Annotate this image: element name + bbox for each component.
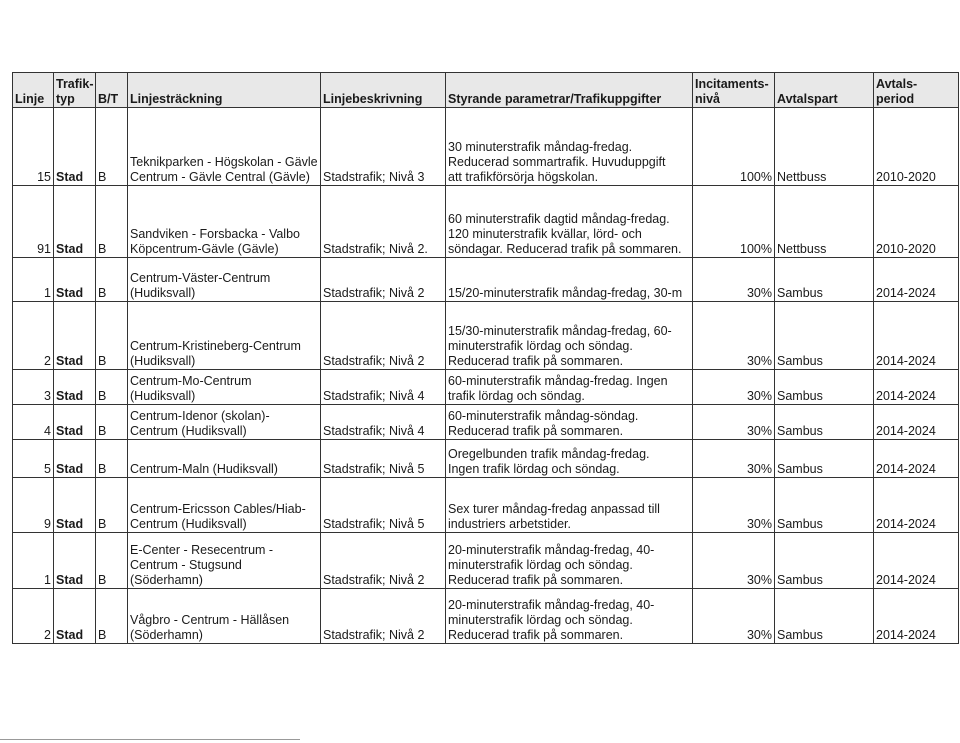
cell-linjestrackning: Centrum-Kristineberg-Centrum (Hudiksvall): [128, 302, 321, 370]
table-row: [13, 302, 959, 370]
cell-linje: 3: [13, 370, 54, 405]
cell-bt: B: [96, 405, 128, 440]
cell-parametrar: 15/30-minuterstrafik måndag-fredag, 60- minuterstrafik lördag och söndag. Reducerad trafik på sommaren.: [446, 302, 693, 370]
cell-parametrar: 60 minuterstrafik dagtid måndag-fredag. 120 minuterstrafik kvällar, lörd- och söndagar. Reducerad trafik på sommaren.: [446, 186, 693, 258]
cell-linje: 5: [13, 440, 54, 478]
cell-linjebeskrivning: Stadstrafik; Nivå 2: [321, 302, 446, 370]
cell-linje: 2: [13, 589, 54, 644]
cell-linje: 4: [13, 405, 54, 440]
cell-linjestrackning: Centrum-Ericsson Cables/Hiab- Centrum (Hudiksvall): [128, 478, 321, 533]
cell-linjebeskrivning: Stadstrafik; Nivå 3: [321, 108, 446, 186]
cell-bt: B: [96, 108, 128, 186]
table-body: [13, 108, 959, 644]
cell-avtalsperiod: 2014-2024: [874, 440, 959, 478]
cell-bt: B: [96, 302, 128, 370]
cell-linje: 9: [13, 478, 54, 533]
cell-avtalspart: Sambus: [775, 258, 874, 302]
cell-avtalspart: Nettbuss: [775, 108, 874, 186]
header-parametrar: Styrande parametrar/Trafikuppgifter: [446, 73, 693, 108]
cell-bt: B: [96, 186, 128, 258]
table-row: [13, 589, 959, 644]
table-row: [13, 440, 959, 478]
cell-avtalspart: Nettbuss: [775, 186, 874, 258]
cell-parametrar: 20-minuterstrafik måndag-fredag, 40- minuterstrafik lördag och söndag. Reducerad trafik på sommaren.: [446, 533, 693, 589]
cell-avtalspart: Sambus: [775, 440, 874, 478]
header-avtalsperiod: Avtals- period: [874, 73, 959, 108]
cell-parametrar: 15/20-minuterstrafik måndag-fredag, 30-m: [446, 258, 693, 302]
cell-linjestrackning: Centrum-Mo-Centrum (Hudiksvall): [128, 370, 321, 405]
cell-incitamentsniva: 30%: [693, 405, 775, 440]
cell-trafiktyp: Stad: [54, 589, 96, 644]
cell-avtalsperiod: 2014-2024: [874, 405, 959, 440]
header-linje: Linje: [13, 73, 54, 108]
cell-trafiktyp: Stad: [54, 302, 96, 370]
cell-linjebeskrivning: Stadstrafik; Nivå 4: [321, 405, 446, 440]
header-trafiktyp: Trafik- typ: [54, 73, 96, 108]
page-divider: [0, 739, 300, 740]
header-linjebeskrivning: Linjebeskrivning: [321, 73, 446, 108]
cell-linje: 91: [13, 186, 54, 258]
cell-trafiktyp: Stad: [54, 108, 96, 186]
cell-linjestrackning: Vågbro - Centrum - Hällåsen (Söderhamn): [128, 589, 321, 644]
cell-trafiktyp: Stad: [54, 370, 96, 405]
header-row: [13, 73, 959, 108]
table-row: [13, 108, 959, 186]
cell-linjebeskrivning: Stadstrafik; Nivå 2: [321, 533, 446, 589]
cell-linje: 2: [13, 302, 54, 370]
cell-bt: B: [96, 589, 128, 644]
cell-avtalsperiod: 2014-2024: [874, 302, 959, 370]
cell-avtalspart: Sambus: [775, 302, 874, 370]
cell-linjebeskrivning: Stadstrafik; Nivå 2.: [321, 186, 446, 258]
cell-linje: 1: [13, 533, 54, 589]
cell-bt: B: [96, 258, 128, 302]
cell-parametrar: 60-minuterstrafik måndag-fredag. Ingen trafik lördag och söndag.: [446, 370, 693, 405]
cell-linjestrackning: Centrum-Maln (Hudiksvall): [128, 440, 321, 478]
cell-incitamentsniva: 30%: [693, 478, 775, 533]
cell-avtalsperiod: 2014-2024: [874, 370, 959, 405]
header-linjestrackning: Linjesträckning: [128, 73, 321, 108]
cell-trafiktyp: Stad: [54, 258, 96, 302]
cell-avtalsperiod: 2014-2024: [874, 589, 959, 644]
cell-linjebeskrivning: Stadstrafik; Nivå 5: [321, 478, 446, 533]
cell-avtalsperiod: 2014-2024: [874, 533, 959, 589]
table-row: [13, 478, 959, 533]
cell-linjestrackning: Centrum-Idenor (skolan)- Centrum (Hudiksvall): [128, 405, 321, 440]
cell-incitamentsniva: 30%: [693, 440, 775, 478]
cell-trafiktyp: Stad: [54, 533, 96, 589]
cell-parametrar: 60-minuterstrafik måndag-söndag. Reducerad trafik på sommaren.: [446, 405, 693, 440]
cell-incitamentsniva: 100%: [693, 108, 775, 186]
cell-linjestrackning: Sandviken - Forsbacka - Valbo Köpcentrum-Gävle (Gävle): [128, 186, 321, 258]
cell-incitamentsniva: 30%: [693, 370, 775, 405]
cell-incitamentsniva: 30%: [693, 302, 775, 370]
cell-avtalsperiod: 2014-2024: [874, 258, 959, 302]
cell-avtalsperiod: 2014-2024: [874, 478, 959, 533]
cell-linjestrackning: Centrum-Väster-Centrum (Hudiksvall): [128, 258, 321, 302]
cell-parametrar: Sex turer måndag-fredag anpassad till industriers arbetstider.: [446, 478, 693, 533]
cell-linjestrackning: Teknikparken - Högskolan - Gävle Centrum - Gävle Central (Gävle): [128, 108, 321, 186]
header-bt: B/T: [96, 73, 128, 108]
cell-incitamentsniva: 100%: [693, 186, 775, 258]
cell-linjebeskrivning: Stadstrafik; Nivå 2: [321, 589, 446, 644]
cell-linjebeskrivning: Stadstrafik; Nivå 2: [321, 258, 446, 302]
cell-linjebeskrivning: Stadstrafik; Nivå 4: [321, 370, 446, 405]
table-row: [13, 405, 959, 440]
cell-bt: B: [96, 533, 128, 589]
traffic-table: [12, 72, 959, 644]
cell-trafiktyp: Stad: [54, 186, 96, 258]
cell-linje: 1: [13, 258, 54, 302]
cell-bt: B: [96, 478, 128, 533]
table-row: [13, 258, 959, 302]
header-avtalspart: Avtalspart: [775, 73, 874, 108]
header-incitamentsniva: Incitaments- nivå: [693, 73, 775, 108]
cell-trafiktyp: Stad: [54, 440, 96, 478]
cell-bt: B: [96, 370, 128, 405]
cell-linje: 15: [13, 108, 54, 186]
cell-avtalsperiod: 2010-2020: [874, 186, 959, 258]
cell-trafiktyp: Stad: [54, 478, 96, 533]
cell-parametrar: 20-minuterstrafik måndag-fredag, 40- minuterstrafik lördag och söndag. Reducerad trafik på sommaren.: [446, 589, 693, 644]
cell-avtalspart: Sambus: [775, 405, 874, 440]
cell-linjestrackning: E-Center - Resecentrum - Centrum - Stugsund (Söderhamn): [128, 533, 321, 589]
table-row: [13, 370, 959, 405]
cell-incitamentsniva: 30%: [693, 258, 775, 302]
cell-linjebeskrivning: Stadstrafik; Nivå 5: [321, 440, 446, 478]
cell-avtalspart: Sambus: [775, 370, 874, 405]
cell-avtalspart: Sambus: [775, 589, 874, 644]
table-row: [13, 533, 959, 589]
cell-trafiktyp: Stad: [54, 405, 96, 440]
cell-avtalsperiod: 2010-2020: [874, 108, 959, 186]
cell-parametrar: 30 minuterstrafik måndag-fredag. Reducerad sommartrafik. Huvuduppgift att trafikförsörja högskolan.: [446, 108, 693, 186]
cell-incitamentsniva: 30%: [693, 589, 775, 644]
cell-bt: B: [96, 440, 128, 478]
cell-avtalspart: Sambus: [775, 533, 874, 589]
table-row: [13, 186, 959, 258]
cell-parametrar: Oregelbunden trafik måndag-fredag. Ingen trafik lördag och söndag.: [446, 440, 693, 478]
cell-avtalspart: Sambus: [775, 478, 874, 533]
cell-incitamentsniva: 30%: [693, 533, 775, 589]
